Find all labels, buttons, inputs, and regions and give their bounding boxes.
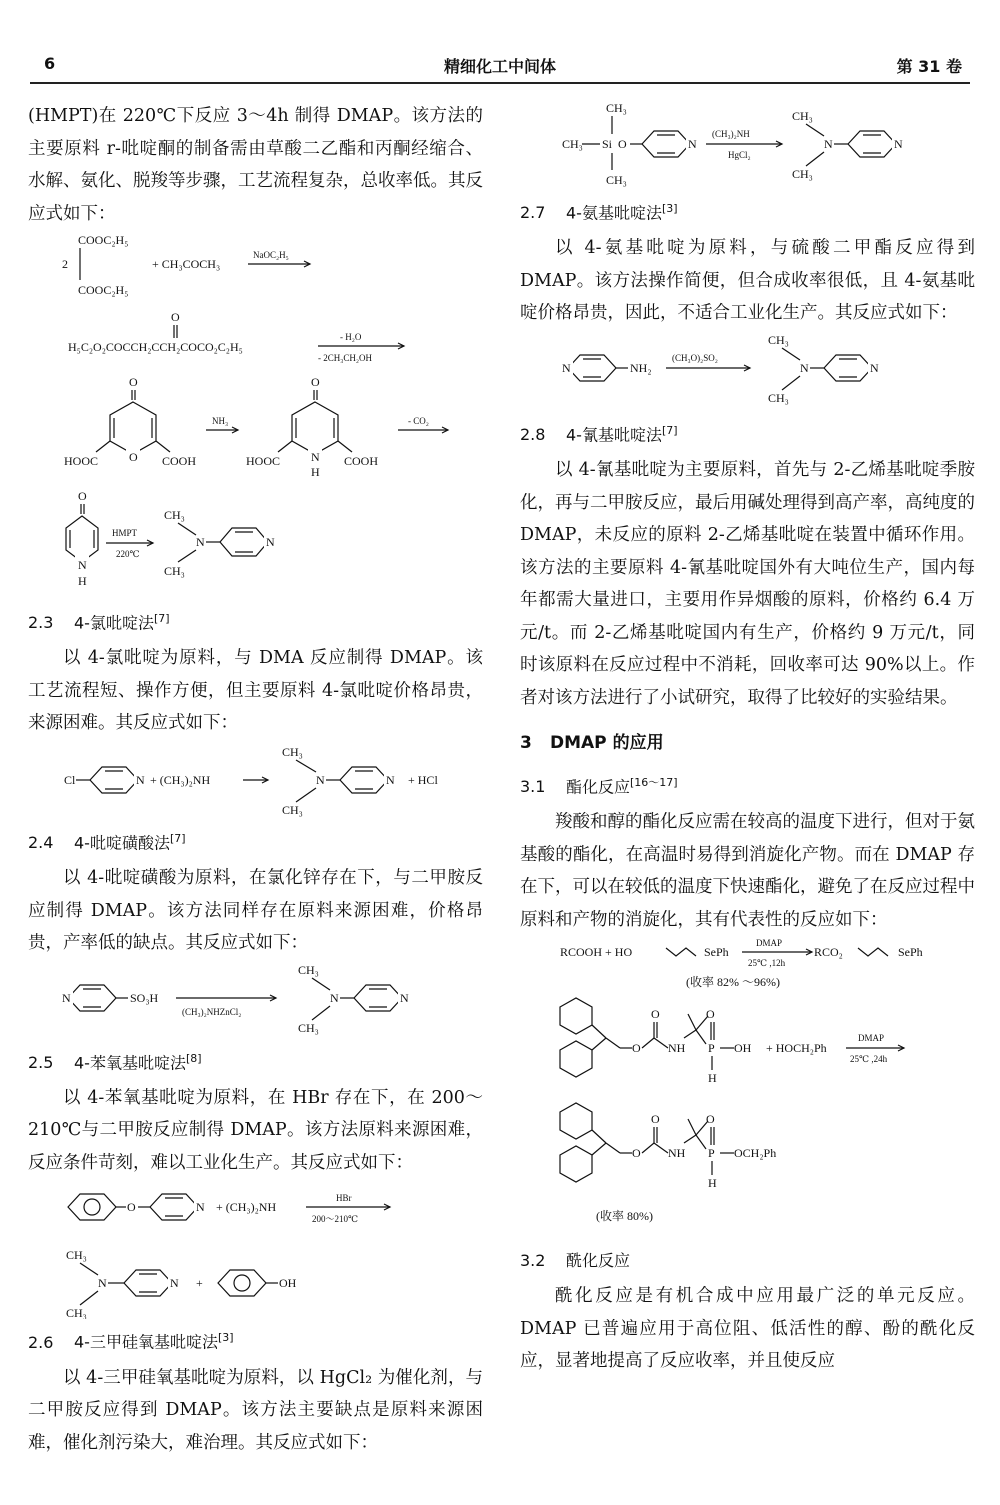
pyridone-ring-n-label: N bbox=[311, 450, 320, 464]
sulfonic-ring-n: N bbox=[62, 990, 71, 1005]
acetone-label: + CH₃COCH₃ bbox=[152, 257, 221, 271]
siloxypyridine-n: N bbox=[688, 137, 697, 151]
product-carbamate-o1: O bbox=[632, 1146, 641, 1161]
dmap-methyl-bottom: CH₃ bbox=[164, 564, 185, 578]
left-column bbox=[28, 100, 483, 1459]
ether-o-label: O bbox=[127, 1200, 136, 1215]
plus-sign: + bbox=[196, 1276, 203, 1291]
seph-label-1: SePh bbox=[704, 945, 729, 960]
section-2-6-text: 以 4-三甲硅氧基吡啶为原料，以 HgCl₂ 为催化剂，与二甲胺反应得到 DMAP。该方法主要缺点是原料来源困难，催化剂污染大，难治理。其反应式如下： bbox=[28, 1367, 483, 1453]
pyridone4-ring-h-label: H bbox=[78, 574, 87, 588]
product-och2ph: OCH₂Ph bbox=[734, 1146, 777, 1161]
section-2-5-text: 以 4-苯氧基吡啶为原料，在 HBr 存在下，在 200～210℃与二甲胺反应制得 DMAP。该方法原料来源困难，反应条件苛刻，难以工业化生产。其反应式如下： bbox=[28, 1087, 483, 1173]
yield-82-96: (收率 82% ～96%) bbox=[686, 975, 780, 990]
reaction-scheme-aminopyridine bbox=[520, 330, 975, 412]
yield-80: (收率 80%) bbox=[596, 1209, 653, 1224]
condition-minus-co2: - CO₂ bbox=[408, 416, 429, 426]
product-methyl-top: CH₃ bbox=[282, 744, 303, 759]
journal-title: 精细化工中间体 bbox=[443, 57, 556, 76]
condition-ammonia: NH₃ bbox=[212, 416, 229, 426]
reaction-scheme-esterification-seph bbox=[520, 936, 975, 992]
section-2-7-text: 以 4-氨基吡啶为原料，与硫酸二甲酯反应得到 DMAP。该方法操作简便，但合成收率很低，且 4-氨基吡啶价格昂贵，因此，不适合工业化生产。其反应式如下： bbox=[520, 238, 975, 324]
si-methyl-bottom: CH₃ bbox=[606, 173, 627, 187]
condition-dmap: DMAP bbox=[756, 938, 783, 949]
coefficient-label: 2 bbox=[62, 257, 68, 271]
pyridone-right-acid: COOH bbox=[344, 454, 379, 468]
running-header bbox=[30, 52, 970, 84]
so3h-label: SO₃H bbox=[130, 990, 159, 1005]
ester-product-label: RCO₂ bbox=[814, 945, 843, 960]
phenoxypyridine-n: N bbox=[196, 1200, 205, 1215]
phosphinic-oh: OH bbox=[734, 1041, 752, 1056]
product-phosphoryl-o: O bbox=[706, 1112, 715, 1127]
si-o-label: O bbox=[618, 137, 627, 151]
dmap-methyl-top: CH₃ bbox=[164, 508, 185, 522]
product-ring-n: N bbox=[170, 1276, 179, 1291]
section-2-3-heading: 2.3 4-氯吡啶法[7] bbox=[28, 612, 170, 633]
product-amine-n: N bbox=[330, 990, 339, 1005]
product-methyl-top: CH₃ bbox=[792, 109, 813, 123]
pyridone-ring-h-label: H bbox=[311, 465, 320, 479]
dmap-ring-n: N bbox=[266, 535, 275, 549]
phenol-oh: OH bbox=[279, 1276, 297, 1291]
pyrone-oxo-label: O bbox=[129, 375, 138, 389]
reaction-scheme-trimethylsiloxypyridine bbox=[520, 98, 975, 190]
phosphoryl-o: O bbox=[706, 1007, 715, 1022]
si-label: Si bbox=[602, 137, 613, 151]
rcooh-label: RCOOH + HO bbox=[560, 945, 633, 960]
section-2-4-text: 以 4-吡啶磺酸为原料，在氯化锌存在下，与二甲胺反应制得 DMAP。该方法同样存在原料来源困难，价格昂贵，产率低的缺点。其反应式如下： bbox=[28, 868, 483, 954]
product-amine-n: N bbox=[800, 360, 809, 375]
pyridone-oxo-label: O bbox=[311, 375, 320, 389]
chloropyridine-n: N bbox=[136, 772, 145, 787]
right-column bbox=[520, 98, 975, 1378]
product-amine-n: N bbox=[824, 137, 833, 151]
condition-minus-ethanol: - 2CH₃CH₂OH bbox=[318, 353, 373, 363]
section-2-3-text: 以 4-氯吡啶为原料，与 DMA 反应制得 DMAP。该工艺流程短、操作方便，但主要原料 4-氯吡啶价格昂贵，来源困难。其反应式如下： bbox=[28, 648, 483, 734]
section-3-1-heading: 3.1 酯化反应[16～17] bbox=[520, 776, 678, 797]
reaction-scheme-pyridinesulfonic-acid bbox=[28, 960, 483, 1040]
product-methyl-top: CH₃ bbox=[66, 1248, 87, 1263]
product-methyl-bottom: CH₃ bbox=[282, 802, 303, 817]
oxalate-bottom-label: COOC₂H₅ bbox=[78, 283, 129, 297]
phosphinic-h: H bbox=[708, 1071, 717, 1086]
oxalate-top-label: COOC₂H₅ bbox=[78, 233, 129, 247]
product-ring-n: N bbox=[386, 772, 395, 787]
si-methyl-left: CH₃ bbox=[562, 137, 583, 151]
condition-minus-water: - H₂O bbox=[340, 332, 362, 342]
product-ring-n: N bbox=[870, 360, 879, 375]
product-methyl-bottom: CH₃ bbox=[298, 1020, 319, 1035]
product-methyl-top: CH₃ bbox=[768, 332, 789, 347]
product-ring-n: N bbox=[894, 137, 903, 151]
product-methyl-bottom: CH₃ bbox=[768, 390, 789, 405]
condition-dmap-2: DMAP bbox=[858, 1033, 885, 1044]
reaction-scheme-phenoxypyridine bbox=[28, 1179, 483, 1319]
volume-label: 第 31 卷 bbox=[896, 57, 962, 76]
condition-hbr: HBr bbox=[336, 1193, 352, 1204]
product-p-h: H bbox=[708, 1176, 717, 1191]
product-methyl-bottom: CH₃ bbox=[66, 1306, 87, 1320]
condition-dimethyl-sulfate: (CH₃O)₂SO₂ bbox=[672, 352, 718, 363]
condition-25c-24h: 25℃ ,24h bbox=[850, 1054, 888, 1065]
nh2-label: NH₂ bbox=[630, 360, 652, 375]
dimethylamine-label: + (CH₃)₂NH bbox=[216, 1200, 277, 1215]
product-methyl-top: CH₃ bbox=[298, 962, 319, 977]
benzyl-alcohol-label: + HOCH₂Ph bbox=[766, 1041, 827, 1056]
pyridone4-ring-n-label: N bbox=[78, 558, 87, 572]
product-nh: NH bbox=[668, 1146, 686, 1161]
product-phosphorus: P bbox=[708, 1146, 715, 1161]
product-methyl-bottom: CH₃ bbox=[792, 167, 813, 181]
condition-25c-12h: 25℃ ,12h bbox=[748, 958, 786, 969]
pyridone-left-acid: HOOC bbox=[246, 454, 281, 468]
dimethylamine-label: + (CH₃)₂NH bbox=[150, 772, 211, 787]
pyrone-ring-o-label: O bbox=[129, 450, 138, 464]
carbonyl-o-label: O bbox=[171, 310, 180, 324]
carbamate-o1: O bbox=[632, 1041, 641, 1056]
carbamate-carbonyl-o: O bbox=[651, 1007, 660, 1022]
section-3-heading: 3 DMAP 的应用 bbox=[520, 733, 664, 754]
pyrone-right-acid: COOH bbox=[162, 454, 197, 468]
intro-paragraph: (HMPT)在 220℃下反应 3～4h 制得 DMAP。该方法的主要原料 r-吡啶酮的制备需由草酸二乙酯和丙酮经缩合、水解、氨化、脱羧等步骤，工艺流程复杂，总收率低。其反应式如下： bbox=[28, 106, 483, 224]
aminopyridine-n: N bbox=[562, 360, 571, 375]
diketoester-label: H₅C₂O₂COCCH₂CCH₂COCO₂C₂H₅ bbox=[68, 340, 243, 354]
section-2-7-heading: 2.7 4-氨基吡啶法[3] bbox=[520, 202, 678, 223]
condition-dma-zncl2: (CH₃)₂NHZnCl₂ bbox=[182, 1006, 242, 1017]
page-number: 6 bbox=[44, 54, 56, 73]
section-2-8-heading: 2.8 4-氰基吡啶法[7] bbox=[520, 423, 678, 445]
condition-dimethylamine: (CH₃)₂NH bbox=[712, 129, 750, 139]
condition-220c: 220℃ bbox=[116, 549, 140, 559]
condition-200-210c: 200～210℃ bbox=[312, 1214, 359, 1225]
product-ring-n: N bbox=[400, 990, 409, 1005]
cl-label: Cl bbox=[64, 772, 76, 787]
condition-hmpt: HMPT bbox=[112, 528, 138, 538]
condition-hgcl2: HgCl₂ bbox=[728, 150, 751, 160]
section-2-5-heading: 2.5 4-苯氧基吡啶法[8] bbox=[28, 1051, 202, 1072]
product-amine-n: N bbox=[98, 1276, 107, 1291]
dmap-amine-n: N bbox=[196, 535, 205, 549]
product-amine-n: N bbox=[316, 772, 325, 787]
pyridone4-oxo-label: O bbox=[78, 489, 87, 503]
seph-label-2: SePh bbox=[898, 945, 923, 960]
hcl-label: + HCl bbox=[408, 772, 438, 787]
section-3-2-text: 酰化反应是有机合成中应用最广泛的单元反应。DMAP 已普遍应用于高位阻、低活性的醇、酚的酰化反应，显著地提高了反应收率，并且使反应 bbox=[520, 1286, 975, 1372]
reaction-scheme-fmoc-phosphinate bbox=[520, 992, 975, 1242]
pyrone-left-acid: HOOC bbox=[64, 454, 99, 468]
section-3-1-text: 羧酸和醇的酯化反应需在较高的温度下进行，但对于氨基酸的酯化，在高温时易得到消旋化产物。而在 DMAP 存在下，可以在较低的温度下快速酯化，避免了在反应过程中原料和产物的消旋化，其有代表性的反应如下： bbox=[520, 812, 975, 930]
reaction-scheme-pyridone-route bbox=[28, 230, 483, 600]
si-methyl-top: CH₃ bbox=[606, 101, 627, 115]
section-2-4-heading: 2.4 4-吡啶磺酸法[7] bbox=[28, 831, 186, 853]
section-3-2-heading: 3.2 酰化反应 bbox=[520, 1251, 631, 1271]
carbamate-nh: NH bbox=[668, 1041, 686, 1056]
product-carbamate-carbonyl-o: O bbox=[651, 1112, 660, 1127]
reaction-scheme-chloropyridine bbox=[28, 740, 483, 820]
section-2-8-text: 以 4-氰基吡啶为主要原料，首先与 2-乙烯基吡啶季胺化，再与二甲胺反应，最后用碱处理得到高产率，高纯度的 DMAP，未反应的原料 2-乙烯基吡啶在装置中循环作用。该方法的主要原料 4-氰基吡啶国外有大吨位生产，国内每年都需大量进口，主要用作异烟酸的原料，价格约 6.4 万元/t。而 2-乙烯基吡啶国内有生产，价格约 9 万元/t，同时该原料在反应过程中不消耗，回收率可达 90%以上。作者对该方法进行了小试研究，取得了比较好的实验结果。 bbox=[520, 460, 975, 708]
section-2-6-heading: 2.6 4-三甲硅氧基吡啶法[3] bbox=[28, 1331, 234, 1352]
phosphorus-label: P bbox=[708, 1041, 715, 1056]
condition-naoet: NaOC₂H₅ bbox=[253, 250, 289, 260]
